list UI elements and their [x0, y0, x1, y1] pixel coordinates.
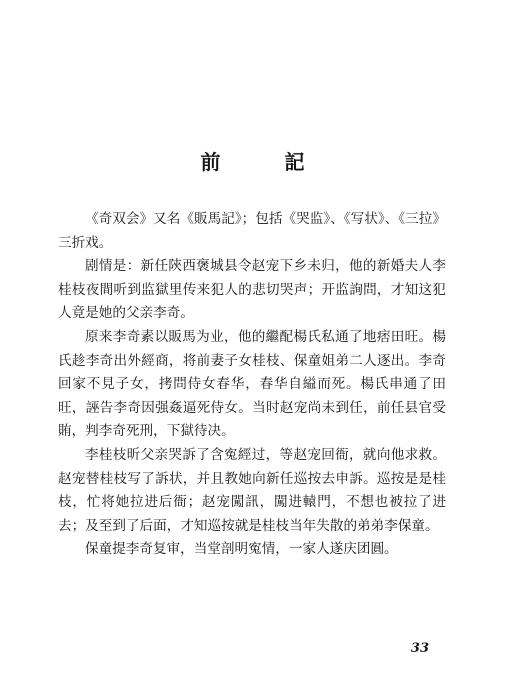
paragraph-plot: 剧情是：新任陝西褒城县令赵宠下乡未归，他的新婚夫人李桂枝夜間听到监獄里传来犯人的悲切哭声；开监詢問，才知这犯人竟是她的父亲李奇。 — [58, 258, 446, 322]
paragraph-background: 原来李奇素以販馬为业，他的繼配楊氏私通了地痞田旺。楊氏趁李奇出外經商，将前妻子女桂枝、保童姐弟二人逐出。李奇回家不見子女，拷問侍女春华，春华自縊而死。楊氏串通了田旺，誣告李奇因强姦逼死侍女。当时赵宠尚未到任，前任县官受賄，判李奇死刑，下獄待决。 — [58, 328, 446, 440]
paragraph-resolution: 保童提李奇复审，当堂剖明寃情，一家人遂庆团圓。 — [85, 541, 398, 558]
paragraph-petition: 李桂枝昕父亲哭訴了含寃經过，等赵宠回衙，就向他求救。赵宠替桂枝写了訴状，并且教她向新任巡按去申訴。巡按是是桂枝，忙将她拉进后衙；赵宠闖訊，闖进轅門，不想也被拉了进去；及至到了后面，才知巡按就是桂枝当年失散的弟弟李保童。 — [58, 446, 446, 534]
page-number: 33 — [410, 641, 429, 656]
paragraph-intro: 《奇双会》又名《販馬記》；包括《哭监》、《写状》、《三拉》三折戏。 — [58, 211, 446, 251]
body-text — [58, 208, 446, 562]
page-title: 前 記 — [200, 150, 327, 174]
